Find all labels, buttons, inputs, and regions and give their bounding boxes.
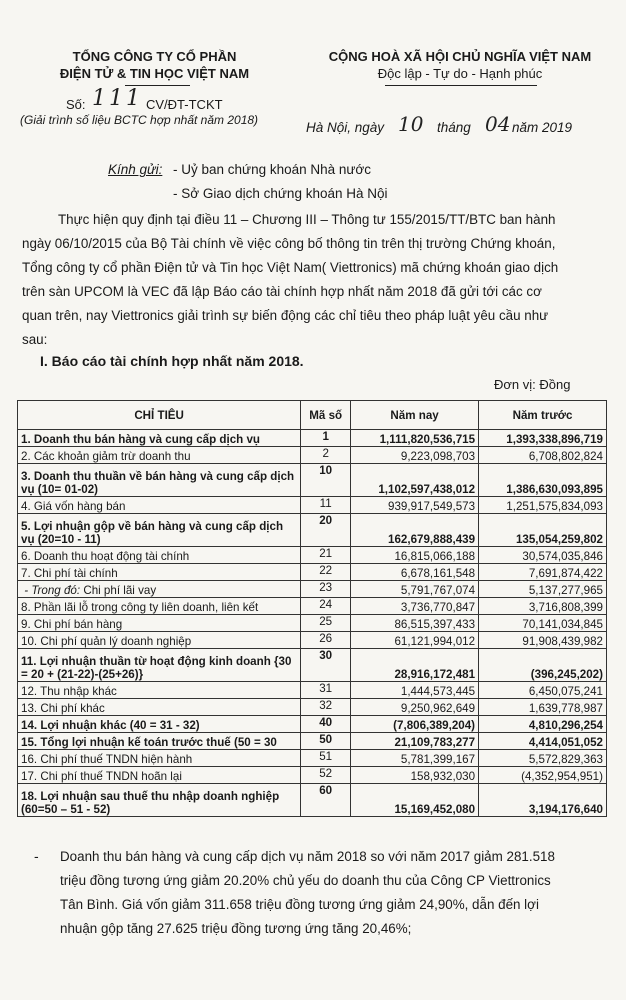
row-current: 28,916,172,481 — [351, 649, 479, 682]
doc-number-label: Số: — [66, 97, 86, 112]
row-label: 10. Chi phí quản lý doanh nghiệp — [18, 632, 301, 649]
row-label: 11. Lợi nhuận thuần từ hoạt động kinh doanh {30 = 20 + (21-22)-(25+26)} — [18, 649, 301, 682]
table-row — [18, 699, 607, 716]
row-previous: (396,245,202) — [479, 649, 607, 682]
row-current: 9,250,962,649 — [351, 699, 479, 716]
row-current: 9,223,098,703 — [351, 447, 479, 464]
row-current: 21,109,783,277 — [351, 733, 479, 750]
recipients-label: Kính gửi: — [108, 162, 163, 177]
row-current: 1,102,597,438,012 — [351, 464, 479, 497]
note-line-2: triệu đồng tương ứng giảm 20.20% chủ yếu do doanh thu của Công CP Viettronics — [60, 873, 551, 888]
row-code: 2 — [301, 447, 351, 464]
row-code: 40 — [301, 716, 351, 733]
row-code: 24 — [301, 598, 351, 615]
row-previous: 4,810,296,254 — [479, 716, 607, 733]
row-label: 3. Doanh thu thuần về bán hàng và cung cấp dịch vụ (10= 01-02) — [18, 464, 301, 497]
table-row — [18, 767, 607, 784]
row-code: 25 — [301, 615, 351, 632]
row-current: 3,736,770,847 — [351, 598, 479, 615]
row-label: 15. Tổng lợi nhuận kế toán trước thuế (50 = 30 — [18, 733, 301, 750]
doc-number-handwritten: 111 — [92, 86, 143, 111]
row-previous: 1,386,630,093,895 — [479, 464, 607, 497]
table-row — [18, 430, 607, 447]
row-current: 162,679,888,439 — [351, 514, 479, 547]
row-previous: 1,251,575,834,093 — [479, 497, 607, 514]
row-previous: 5,572,829,363 — [479, 750, 607, 767]
header-underline-right — [385, 85, 537, 86]
nation-motto: Độc lập - Tự do - Hạnh phúc — [377, 66, 543, 81]
row-label: 13. Chi phí khác — [18, 699, 301, 716]
row-previous: 6,708,802,824 — [479, 447, 607, 464]
intro-line-5: quan trên, nay Viettronics giải trình sự biến động các chỉ tiêu theo pháp luật yêu cầu như — [22, 308, 549, 323]
recipient-1: - Uỷ ban chứng khoán Nhà nước — [173, 162, 372, 177]
company-name-line2: ĐIỆN TỬ & TIN HỌC VIỆT NAM — [59, 66, 250, 81]
row-current: 61,121,994,012 — [351, 632, 479, 649]
note-line-3: Tân Bình. Giá vốn giảm 311.658 triệu đồng tương ứng giảm 24,90%, dẫn đến lợi — [60, 897, 539, 912]
row-current: 6,678,161,548 — [351, 564, 479, 581]
row-label: 16. Chi phí thuế TNDN hiện hành — [18, 750, 301, 767]
row-previous: 3,194,176,640 — [479, 784, 607, 817]
table-row — [18, 447, 607, 464]
section-title: I. Báo cáo tài chính hợp nhất năm 2018. — [40, 353, 304, 369]
row-label: 7. Chi phí tài chính — [18, 564, 301, 581]
table-row — [18, 716, 607, 733]
row-label — [18, 581, 301, 598]
row-previous: 4,414,051,052 — [479, 733, 607, 750]
table-row — [18, 564, 607, 581]
row-code: 11 — [301, 497, 351, 514]
row-code: 22 — [301, 564, 351, 581]
date-year: năm 2019 — [512, 120, 573, 135]
table-row — [18, 784, 607, 817]
row-previous: (4,352,954,951) — [479, 767, 607, 784]
header-nam-nay: Năm nay — [351, 401, 479, 430]
row-previous: 30,574,035,846 — [479, 547, 607, 564]
intro-line-6: sau: — [22, 332, 48, 347]
nation-line1: CỘNG HOÀ XÃ HỘI CHỦ NGHĨA VIỆT NAM — [328, 49, 592, 64]
table-row — [18, 514, 607, 547]
row-label: 14. Lợi nhuận khác (40 = 31 - 32) — [18, 716, 301, 733]
recipient-2: - Sở Giao dịch chứng khoán Hà Nội — [173, 186, 388, 201]
row-code: 52 — [301, 767, 351, 784]
row-previous: 7,691,874,422 — [479, 564, 607, 581]
row-label: 1. Doanh thu bán hàng và cung cấp dịch vụ — [18, 430, 301, 447]
date-day-handwritten: 10 — [398, 112, 424, 136]
row-label-prefix: - Trong đó: — [24, 584, 81, 597]
row-previous: 3,716,808,399 — [479, 598, 607, 615]
table-row — [18, 632, 607, 649]
row-current: 5,781,399,167 — [351, 750, 479, 767]
row-current: 15,169,452,080 — [351, 784, 479, 817]
table-row — [18, 464, 607, 497]
table-row — [18, 649, 607, 682]
row-label: 17. Chi phí thuế TNDN hoãn lại — [18, 767, 301, 784]
header-ma-so: Mã số — [301, 401, 351, 430]
table-row — [18, 598, 607, 615]
table-row — [18, 615, 607, 632]
header-chi-tieu: CHỈ TIÊU — [18, 401, 301, 430]
table-row — [18, 682, 607, 699]
table-row — [18, 547, 607, 564]
row-code: 20 — [301, 514, 351, 547]
row-code: 32 — [301, 699, 351, 716]
row-code: 50 — [301, 733, 351, 750]
row-code: 21 — [301, 547, 351, 564]
row-code: 26 — [301, 632, 351, 649]
row-code: 60 — [301, 784, 351, 817]
row-code: 10 — [301, 464, 351, 497]
note-line-4: nhuận gộp tăng 27.625 triệu đồng tương ứng tăng 20,46%; — [60, 921, 412, 936]
note-bullet: - — [34, 848, 39, 864]
row-current: 16,815,066,188 — [351, 547, 479, 564]
row-previous: 1,639,778,987 — [479, 699, 607, 716]
row-previous: 91,908,439,982 — [479, 632, 607, 649]
row-label: 2. Các khoản giảm trừ doanh thu — [18, 447, 301, 464]
table-row — [18, 733, 607, 750]
row-current: (7,806,389,204) — [351, 716, 479, 733]
doc-subject: (Giải trình số liệu BCTC hợp nhất năm 2018) — [20, 113, 259, 127]
row-label: 4. Giá vốn hàng bán — [18, 497, 301, 514]
intro-line-2: ngày 06/10/2015 của Bộ Tài chính về việc công bố thông tin trên thị trường Chứng khoán, — [22, 236, 556, 251]
row-label: 18. Lợi nhuận sau thuế thu nhập doanh nghiệp (60=50 – 51 - 52) — [18, 784, 301, 817]
note-line-1: Doanh thu bán hàng và cung cấp dịch vụ năm 2018 so với năm 2017 giảm 281.518 — [60, 849, 555, 864]
row-current: 939,917,549,573 — [351, 497, 479, 514]
table-row — [18, 581, 607, 598]
row-previous: 70,141,034,845 — [479, 615, 607, 632]
header-nam-truoc: Năm trước — [479, 401, 607, 430]
row-label-text: Chi phí lãi vay — [80, 584, 157, 597]
row-code: 31 — [301, 682, 351, 699]
row-current: 1,444,573,445 — [351, 682, 479, 699]
row-code: 23 — [301, 581, 351, 598]
row-label: 5. Lợi nhuận gộp về bán hàng và cung cấp dịch vụ (20=10 - 11) — [18, 514, 301, 547]
row-label: 6. Doanh thu hoạt động tài chính — [18, 547, 301, 564]
intro-line-1: Thực hiện quy định tại điều 11 – Chương III – Thông tư 155/2015/TT/BTC ban hành — [58, 212, 556, 227]
row-current: 5,791,767,074 — [351, 581, 479, 598]
intro-line-4: trên sàn UPCOM là VEC đã lập Báo cáo tài chính hợp nhất năm 2018 đã gửi tới các cơ — [22, 284, 542, 299]
row-code: 1 — [301, 430, 351, 447]
table-row — [18, 750, 607, 767]
date-prefix: Hà Nội, ngày — [306, 120, 385, 135]
row-label: 12. Thu nhập khác — [18, 682, 301, 699]
table-header-row — [18, 401, 607, 430]
row-previous: 135,054,259,802 — [479, 514, 607, 547]
row-previous: 1,393,338,896,719 — [479, 430, 607, 447]
financial-table — [17, 400, 607, 817]
row-previous: 6,450,075,241 — [479, 682, 607, 699]
unit-label: Đơn vị: Đồng — [494, 377, 571, 392]
row-current: 1,111,820,536,715 — [351, 430, 479, 447]
company-name-line1: TỔNG CÔNG TY CỔ PHẦN — [72, 49, 237, 64]
doc-number-suffix: CV/ĐT-TCKT — [146, 97, 223, 112]
date-month-handwritten: 04 — [485, 112, 511, 136]
row-current: 158,932,030 — [351, 767, 479, 784]
row-label: 8. Phần lãi lỗ trong công ty liên doanh, liên kết — [18, 598, 301, 615]
row-label: 9. Chi phí bán hàng — [18, 615, 301, 632]
row-code: 30 — [301, 649, 351, 682]
intro-line-3: Tổng công ty cổ phần Điện tử và Tin học Việt Nam( Viettronics) mã chứng khoán giao dịch — [22, 260, 559, 275]
date-month-label: tháng — [437, 120, 471, 135]
row-code: 51 — [301, 750, 351, 767]
row-current: 86,515,397,433 — [351, 615, 479, 632]
row-previous: 5,137,277,965 — [479, 581, 607, 598]
table-row — [18, 497, 607, 514]
